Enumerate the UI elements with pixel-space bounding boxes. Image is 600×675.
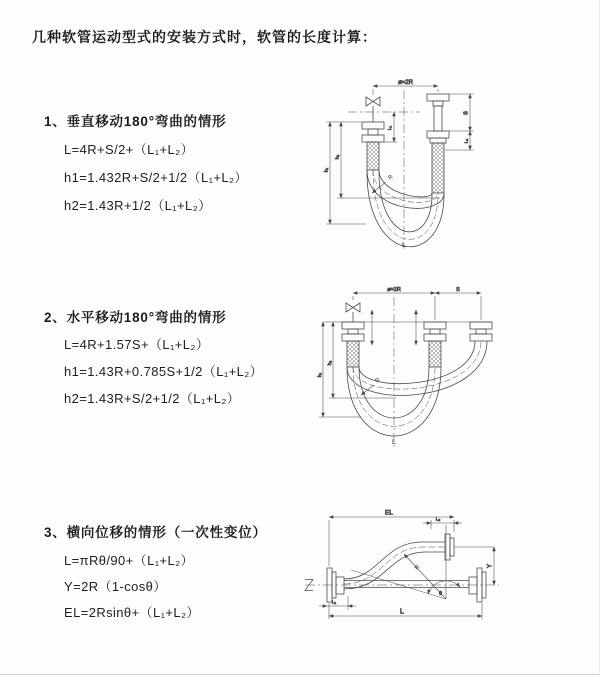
section-3-formula-el: EL=2Rsinθ+（L₁+L₂）: [64, 605, 200, 620]
dim-label-h1: h₁: [318, 372, 323, 378]
dim-label-l: L: [400, 608, 404, 616]
diagram-2-drawing: [316, 283, 496, 453]
dim-label-2r: ø=2R: [398, 80, 413, 86]
diagram-1-vertical-u-bend: [318, 76, 490, 252]
dimension-h2: [329, 322, 396, 398]
radius-leader: [372, 182, 386, 193]
upper-flange: [445, 534, 454, 560]
left-riser-fitting: [362, 122, 384, 170]
page-title: 几种软管运动型式的安装方式时，软管的长度计算：: [32, 29, 377, 45]
dim-label-h1: h₁: [324, 167, 330, 173]
section-3-formula-l: L=πRθ/90+（L₁+L₂）: [64, 553, 194, 568]
radius-label: R: [374, 377, 382, 385]
braided-hose-section: [432, 143, 444, 193]
angle-construction: [351, 525, 460, 599]
length-label: L: [392, 439, 396, 446]
section-1-heading: 1、垂直移动180°弯曲的情形: [44, 114, 227, 129]
dim-label-h2: h₂: [335, 154, 341, 160]
dim-label-s: S: [463, 111, 470, 115]
section-1-formula-h2: h2=1.43R+1/2（L₁+L₂）: [64, 198, 212, 213]
dimension-s: [449, 94, 474, 131]
right-riser-fitting: [470, 322, 492, 341]
diagram-3-drawing: [301, 507, 503, 644]
length-label: L: [402, 242, 406, 249]
dimension-s: [435, 293, 481, 320]
dim-label-s: S: [456, 287, 460, 293]
braided-hose-section: [429, 341, 441, 367]
angle-label: θ: [439, 591, 443, 597]
section-2-heading: 2、水平移动180°弯曲的情形: [44, 310, 227, 325]
dim-label-2r: ø=2R: [387, 287, 401, 293]
section-3-formula-y: Y=2R（1-cosθ）: [64, 579, 167, 594]
section-1-formula-l: L=4R+S/2+（L₁+L₂）: [64, 142, 195, 157]
radius-label: R: [413, 564, 422, 572]
section-2-formula-h1: h1=1.43R+0.785S+1/2（L₁+L₂）: [64, 364, 264, 379]
dimension-l1: [319, 596, 356, 610]
dimension-l: [329, 603, 482, 619]
middle-riser-fitting: [424, 322, 446, 367]
diagram-2-horizontal-u-bend: [316, 283, 496, 453]
valve-icon: [346, 303, 360, 322]
radius-leader: [361, 385, 374, 395]
braided-hose-section: [367, 142, 379, 170]
dim-label-l1: L₁: [388, 125, 393, 131]
dimension-l2: [423, 520, 462, 529]
dim-label-el: EL: [385, 509, 393, 517]
section-2-formula-l: L=4R+1.57S+（L₁+L₂）: [64, 337, 210, 352]
braided-hose-section: [347, 341, 359, 367]
right-riser-fitting: [427, 94, 449, 193]
dim-label-l2: L₂: [435, 517, 441, 523]
dimension-h1: [319, 322, 361, 417]
radius-label: R: [387, 174, 395, 182]
dimension-h1: [326, 122, 366, 224]
diagram-3-lateral-displacement: [301, 507, 503, 644]
valve-icon: [366, 97, 380, 122]
dim-label-l1: L₁: [331, 600, 337, 606]
section-2-formula-h2: h2=1.43R+S/2+1/2（L₁+L₂）: [64, 391, 241, 406]
diagram-1-drawing: [318, 76, 490, 252]
dim-label-l2: L₂: [464, 138, 470, 144]
dim-label-y: Y: [487, 563, 494, 569]
hose-loop-wide: [347, 341, 487, 395]
left-riser-fitting: [342, 322, 364, 367]
section-1-formula-h1: h1=1.432R+S/2+1/2（L₁+L₂）: [64, 170, 248, 185]
section-3-heading: 3、横向位移的情形（一次性变位）: [44, 525, 267, 540]
dimension-el: [329, 517, 454, 566]
dim-label-h2: h₂: [328, 360, 333, 366]
